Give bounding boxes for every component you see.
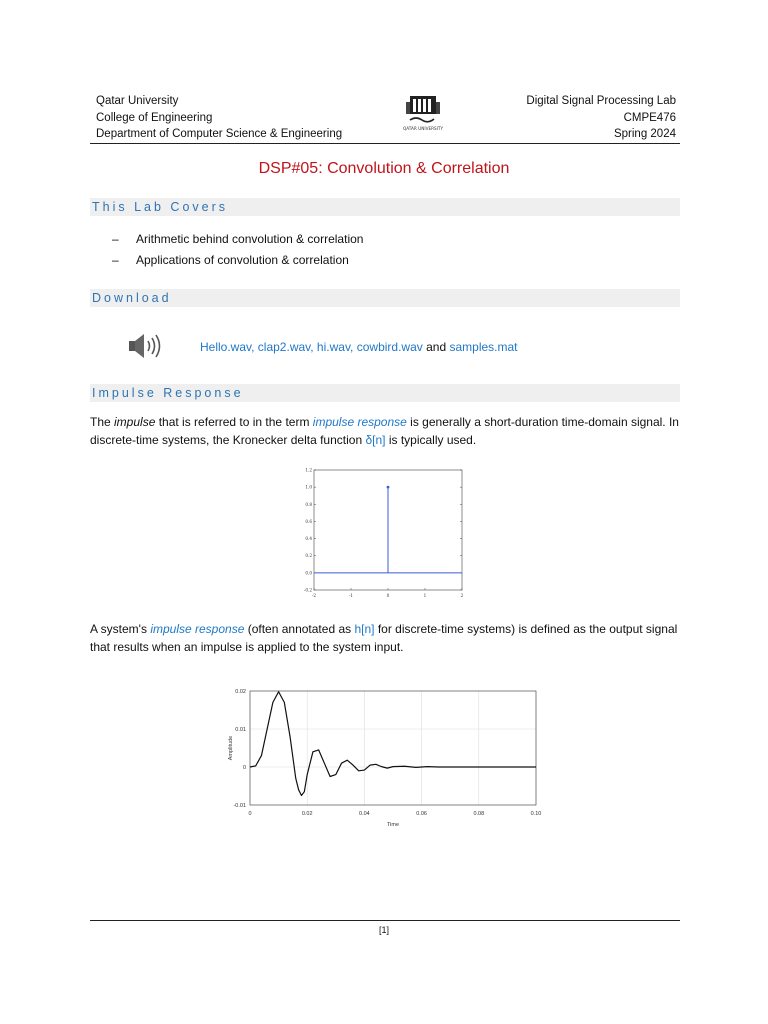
text-span: The [90,415,115,429]
header-left [96,93,342,143]
dash-bullet-icon: – [112,253,119,267]
y-tick-label: 0.02 [235,689,246,695]
y-tick-label: 0.4 [305,536,312,542]
audio-files-link[interactable]: Hello.wav, clap2.wav, hi.wav, cowbird.wav [200,340,423,354]
impulse-response-term: impulse response [312,415,407,429]
logo-caption: QATAR UNIVERSITY [402,126,444,131]
y-axis-label: Amplitude [228,735,234,761]
covers-list [112,232,363,274]
download-and-text: and [426,340,447,354]
section-heading-covers-label: This Lab Covers [92,200,229,214]
amplitude-series-line [250,692,536,796]
x-tick-label: 0.06 [416,811,427,817]
y-tick-label: -0.01 [233,803,246,809]
section-heading-impulse [90,384,680,402]
dash-bullet-icon: – [112,232,119,246]
text-span: is generally a short-duration time-domain signal. In discrete-time systems, the Kronecker delta function [90,415,679,447]
x-tick-label: 1 [423,593,427,598]
impulse-stem-marker [387,486,390,489]
list-item [112,253,363,274]
delta-symbol: δ[n] [365,433,386,447]
header-course: CMPE476 [623,111,676,124]
header-right [526,93,676,143]
y-tick-label: 0.01 [235,727,246,733]
y-tick-label: 1.0 [305,484,312,490]
page-title: DSP#05: Convolution & Correlation [258,160,510,177]
x-tick-label: -1 [348,593,354,598]
y-tick-label: -0.2 [303,587,312,593]
x-tick-label: 0.04 [359,811,370,817]
header-divider [90,143,680,144]
impulse-response-term: impulse response [150,622,245,636]
samples-mat-link[interactable]: samples.mat [449,340,518,354]
header-lab: Digital Signal Processing Lab [526,95,676,107]
text-span: A system's [90,622,151,636]
hn-symbol: h[n] [354,622,375,636]
list-item-text: Arithmetic behind convolution & correlation [136,232,364,246]
delta-chart [300,464,472,606]
text-span: for discrete-time systems) is defined as the output signal that results when an impulse is applied to the system input. [90,622,678,654]
speaker-icon [128,332,162,360]
list-item [112,232,363,253]
header-term: Spring 2024 [613,128,676,140]
header-college: College of Engineering [96,111,213,124]
y-tick-label: 0 [242,765,246,771]
x-tick-label: 0 [386,593,390,598]
university-logo-icon [402,94,444,132]
page-number: [1] [378,925,389,935]
y-tick-label: 0.8 [305,501,312,507]
text-span: that is referred to in the term [155,415,313,429]
x-tick-label: 0.02 [301,811,313,817]
impulse-paragraph [90,413,680,449]
x-axis-label: Time [386,822,400,828]
system-paragraph [90,620,680,656]
footer-divider [90,920,680,921]
header-university: Qatar University [96,95,179,107]
plot-frame [250,691,536,805]
download-links [200,340,518,354]
x-tick-label: 0.08 [473,811,485,817]
list-item-text: Applications of convolution & correlation [136,253,349,267]
y-tick-label: 0.0 [305,570,312,576]
y-tick-label: 1.2 [305,467,312,473]
section-heading-covers [90,198,680,216]
text-span: is typically used. [385,433,477,447]
x-tick-label: 2 [460,593,464,598]
x-tick-label: 0.10 [530,811,542,817]
header-department: Department of Computer Science & Engineering [96,128,343,140]
x-tick-label: -2 [311,593,317,598]
x-tick-label: 0 [248,811,252,817]
y-tick-label: 0.2 [305,553,312,559]
impulse-response-chart [224,685,548,835]
section-heading-download-label: Download [92,291,172,305]
section-heading-impulse-label: Impulse Response [92,386,244,400]
section-heading-download [90,289,680,307]
impulse-term: impulse [114,415,156,429]
text-span: (often annotated as [244,622,355,636]
y-tick-label: 0.6 [305,518,312,524]
